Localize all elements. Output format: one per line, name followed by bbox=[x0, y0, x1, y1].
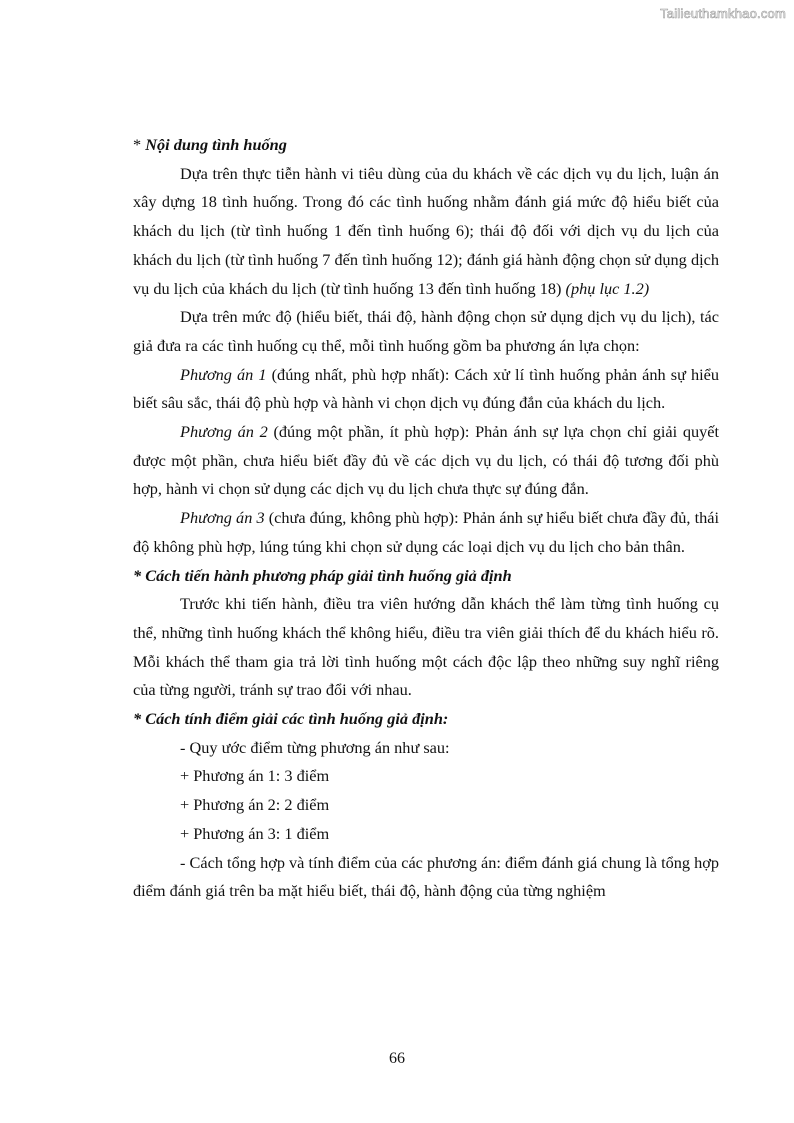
paragraph-levels: Dựa trên mức độ (hiểu biết, thái độ, hành động chọn sử dụng dịch vụ du lịch), tác giả đưa ra các tình huống cụ thể, mỗi tình huống gồm ba phương án lựa chọn: bbox=[133, 307, 719, 355]
option-2-label: Phương án 2 bbox=[180, 422, 268, 442]
section-heading-scoring bbox=[133, 705, 719, 734]
heading-text: * Cách tính điểm giải các tình huống giả định: bbox=[133, 709, 449, 729]
heading-bullet: * bbox=[133, 135, 146, 154]
paragraph-intro bbox=[133, 160, 719, 304]
paragraph-scoring-method: - Cách tổng hợp và tính điểm của các phương án: điểm đánh giá chung là tổng hợp điểm đánh giá trên ba mặt hiểu biết, thái độ, hành động của từng nghiệm bbox=[133, 852, 719, 901]
score-item-1: + Phương án 1: 3 điểm bbox=[180, 766, 330, 786]
heading-text: * Cách tiến hành phương pháp giải tình huống giả định bbox=[133, 565, 512, 585]
option-1-text: (đúng nhất, phù hợp nhất): Cách xử lí tình huống phản ánh sự hiểu biết sâu sắc, thái độ phù hợp và hành vi chọn dịch vụ đúng đắn của khách du lịch. bbox=[133, 364, 720, 413]
score-item-2: + Phương án 2: 2 điểm bbox=[180, 795, 330, 815]
paragraph-procedure: Trước khi tiến hành, điều tra viên hướng dẫn khách thể làm từng tình huống cụ thể, những tình huống khách thể không hiểu, điều tra viên giải thích để du khách hiểu rõ. Mỗi khách thể tham gia trả lời tình huống một cách độc lập theo những suy nghĩ riêng của từng người, tránh sự trao đổi với nhau. bbox=[133, 594, 719, 700]
option-3-text: (chưa đúng, không phù hợp): Phản ánh sự hiểu biết chưa đầy đủ, thái độ không phù hợp, lúng túng khi chọn sử dụng các loại dịch vụ du lịch cho bản thân. bbox=[133, 508, 719, 556]
paragraph-option-2 bbox=[133, 418, 719, 504]
page-number: 66 bbox=[389, 1050, 405, 1067]
section-heading-content bbox=[133, 131, 719, 160]
option-1-label: Phương án 1 bbox=[180, 364, 267, 384]
paragraph-text: Dựa trên thực tiễn hành vi tiêu dùng của du khách về các dịch vụ du lịch, luận án xây dựng 18 tình huống. Trong đó các tình huống nhằm đánh giá mức độ hiểu biết của khách du lịch (từ tình huống 1 đến tình huống 6); thái độ đối với dịch vụ du lịch của khách du lịch (từ tình huống 7 đến tình huống 12); đánh giá hành động chọn sử dụng dịch vụ du lịch của khách du lịch (từ tình huống 13 đến tình huống 18) bbox=[133, 163, 719, 298]
watermark-text: Tailieuthamkhao.com bbox=[660, 6, 786, 21]
paragraph-option-1 bbox=[133, 361, 719, 418]
score-item-3: + Phương án 3: 1 điểm bbox=[180, 823, 330, 843]
appendix-reference: (phụ lục 1.2) bbox=[565, 278, 650, 298]
document-body bbox=[133, 131, 719, 906]
option-3-label: Phương án 3 bbox=[180, 508, 265, 528]
paragraph-option-3 bbox=[133, 504, 719, 561]
scoring-convention: - Quy ước điểm từng phương án như sau: bbox=[180, 737, 450, 757]
heading-text: Nội dung tình huống bbox=[145, 135, 287, 154]
option-2-text: (đúng một phần, ít phù hợp): Phản ánh sự lựa chọn chỉ giải quyết được một phần, chưa hiểu biết đầy đủ về các dịch vụ du lịch, có thái độ tương đối phù hợp, hành vi chọn sử dụng các dịch vụ du lịch chưa thực sự đúng đắn. bbox=[133, 422, 719, 499]
section-heading-procedure bbox=[133, 562, 719, 591]
